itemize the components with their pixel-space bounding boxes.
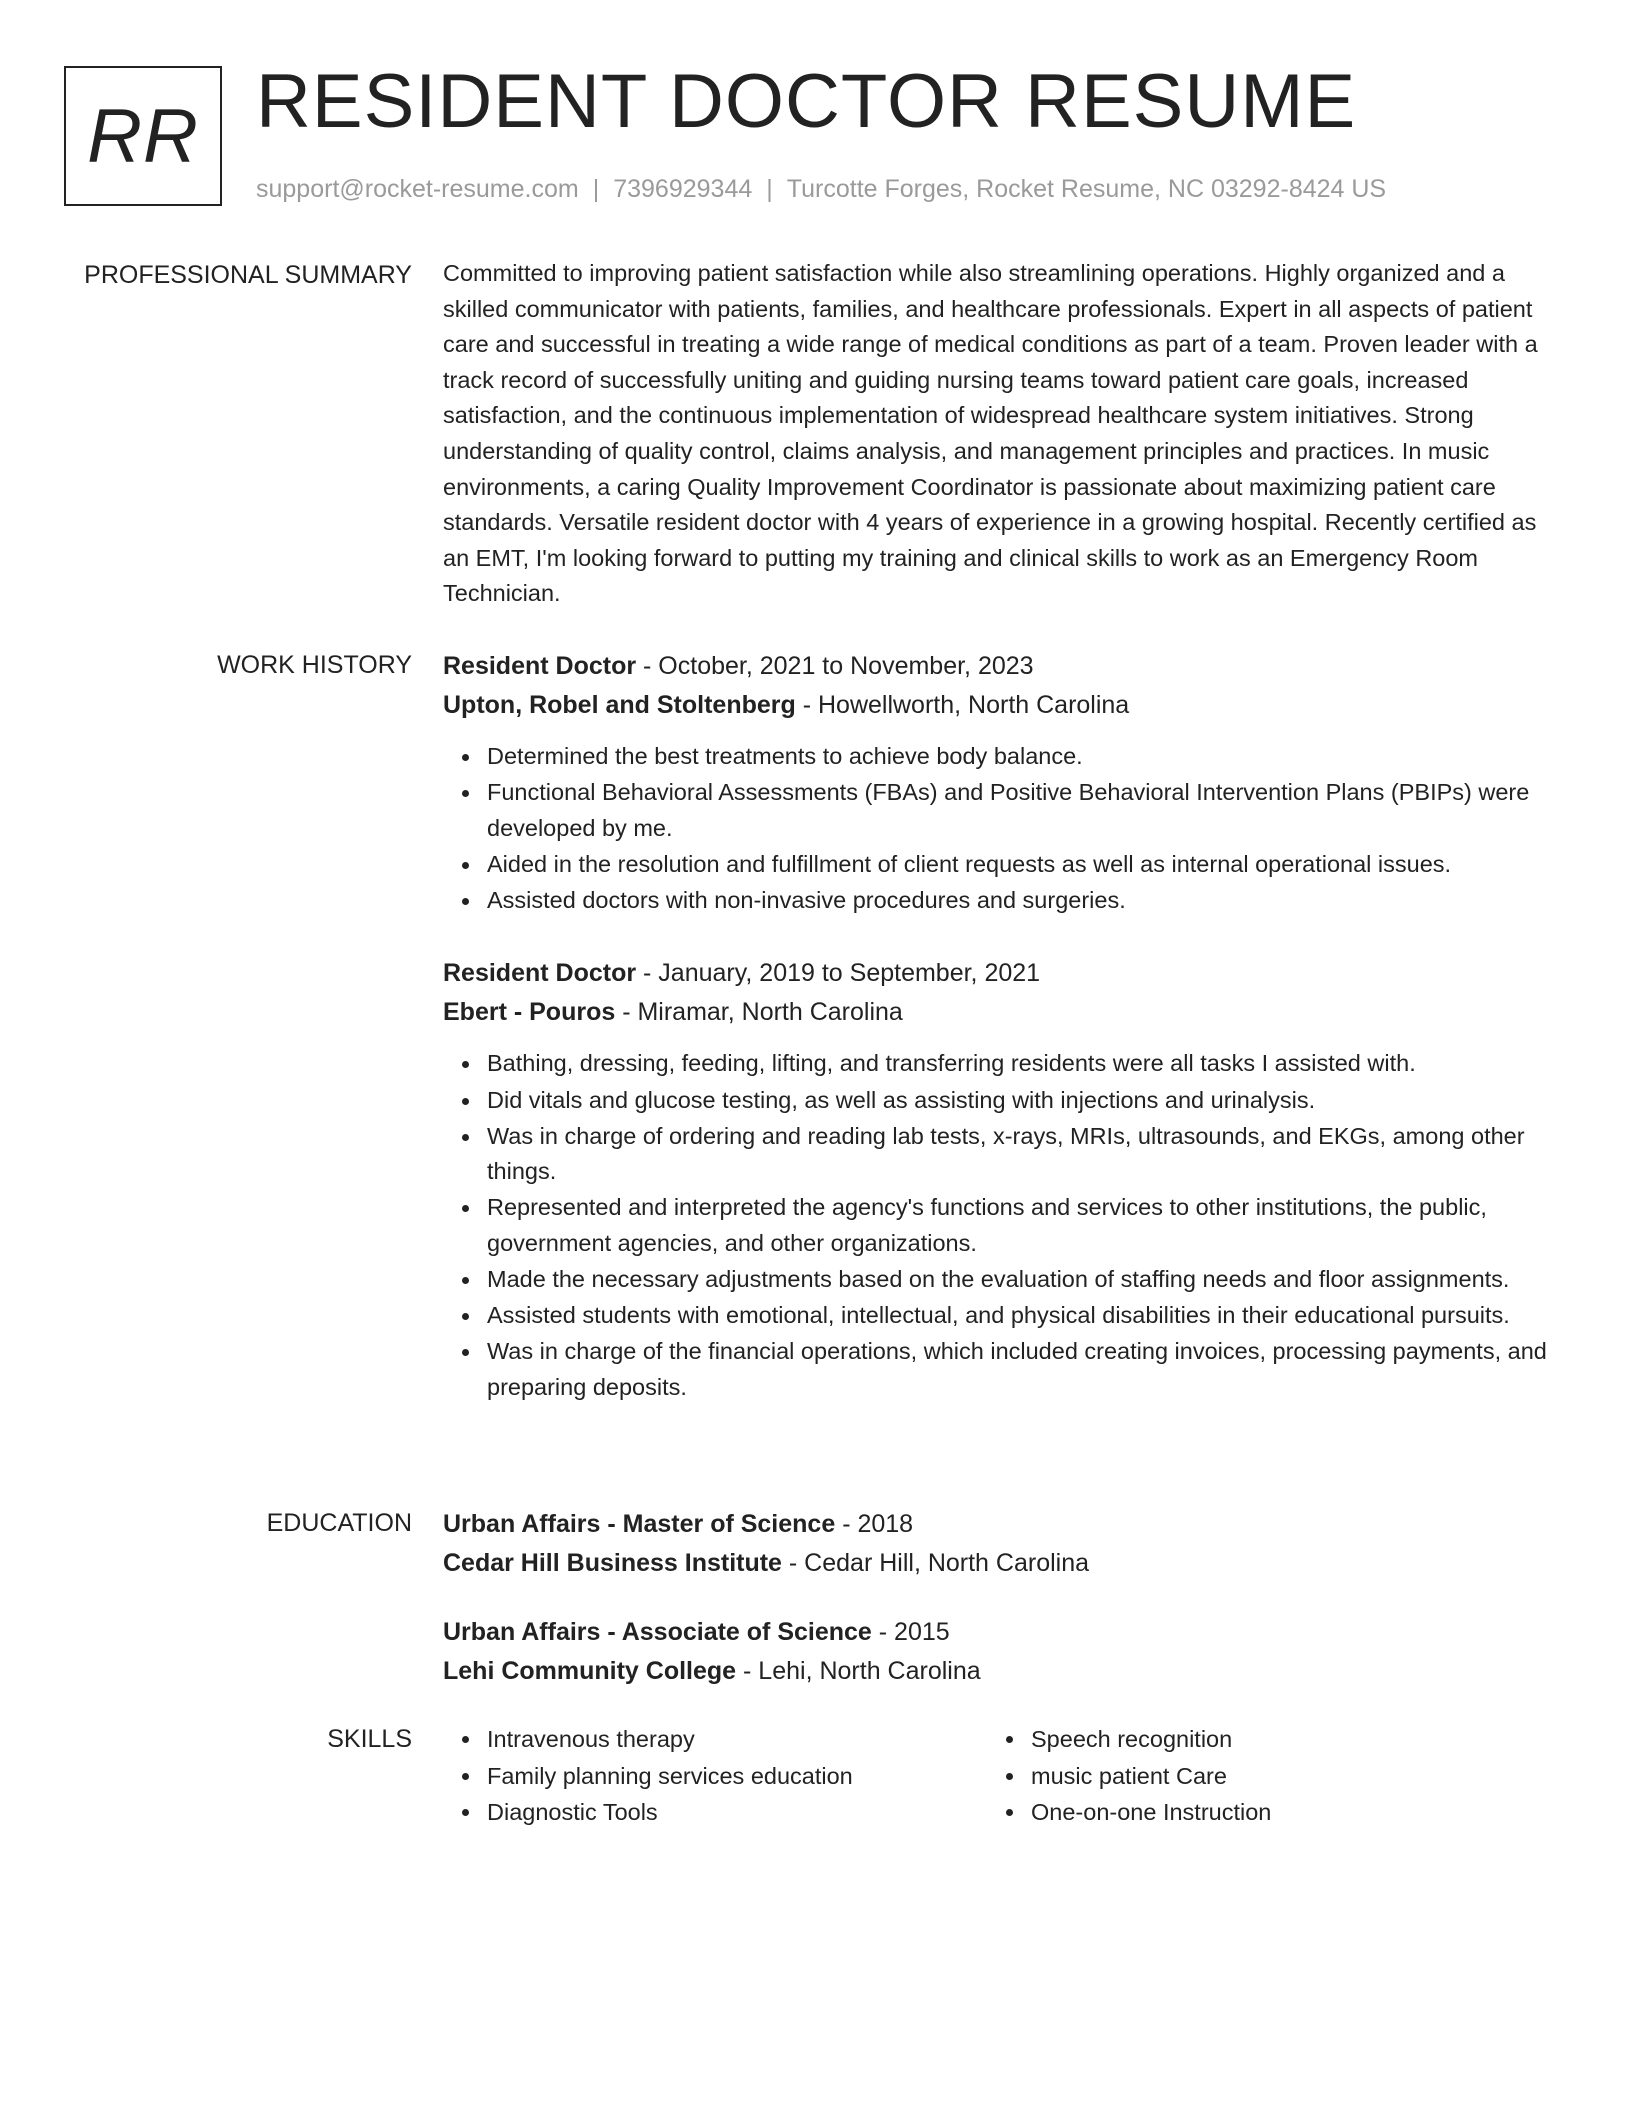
contact-address: Turcotte Forges, Rocket Resume, NC 03292-8424 US bbox=[786, 175, 1387, 203]
job-title-line bbox=[443, 647, 1553, 686]
skill-item: Speech recognition bbox=[1031, 1721, 1487, 1757]
skills-columns bbox=[443, 1721, 1553, 1831]
degree-name: Urban Affairs - Associate of Science bbox=[443, 1618, 872, 1646]
list-item: Assisted students with emotional, intellectual, and physical disabilities in their educational pursuits. bbox=[487, 1298, 1553, 1334]
list-item: Assisted doctors with non-invasive procedures and surgeries. bbox=[487, 883, 1553, 919]
job-company: Upton, Robel and Stoltenberg bbox=[443, 691, 796, 719]
monogram-logo: RR bbox=[64, 66, 222, 206]
list-item: Determined the best treatments to achieve body balance. bbox=[487, 739, 1553, 775]
job-duties-list bbox=[443, 1046, 1553, 1405]
job-title: Resident Doctor bbox=[443, 959, 637, 988]
degree-year: - 2018 bbox=[835, 1510, 914, 1538]
school-location: - Cedar Hill, North Carolina bbox=[781, 1549, 1090, 1577]
list-item: Was in charge of ordering and reading lab tests, x-rays, MRIs, ultrasounds, and EKGs, among other things. bbox=[487, 1119, 1553, 1190]
job-title: Resident Doctor bbox=[443, 652, 637, 680]
contact-email[interactable]: support@rocket-resume.com bbox=[256, 175, 579, 203]
education-entry bbox=[443, 1613, 1553, 1691]
summary-body bbox=[443, 256, 1553, 612]
job-entry bbox=[443, 954, 1553, 1405]
school-location: - Lehi, North Carolina bbox=[736, 1657, 981, 1685]
skills-list-right bbox=[987, 1721, 1487, 1831]
list-item: Did vitals and glucose testing, as well as assisting with injections and urinalysis. bbox=[487, 1083, 1553, 1119]
education-entry bbox=[443, 1505, 1553, 1583]
skill-item: Diagnostic Tools bbox=[487, 1794, 987, 1830]
list-item: Functional Behavioral Assessments (FBAs) and Positive Behavioral Intervention Plans (PBIPs) were developed by me. bbox=[487, 775, 1553, 846]
skills-body bbox=[443, 1721, 1553, 1831]
work-history-body bbox=[443, 647, 1553, 1406]
job-company-line bbox=[443, 686, 1553, 725]
job-entry bbox=[443, 647, 1553, 918]
degree-line bbox=[443, 1505, 1553, 1544]
contact-line bbox=[256, 172, 1386, 206]
job-company: Ebert - Pouros bbox=[443, 998, 616, 1027]
job-company-line bbox=[443, 993, 1553, 1032]
summary-heading: PROFESSIONAL SUMMARY bbox=[84, 261, 412, 289]
education-heading: EDUCATION bbox=[266, 1509, 412, 1537]
contact-separator: | bbox=[766, 175, 773, 203]
degree-name: Urban Affairs - Master of Science bbox=[443, 1510, 836, 1538]
school-line bbox=[443, 1544, 1553, 1583]
skill-item: Family planning services education bbox=[487, 1758, 987, 1794]
job-location: - Howellworth, North Carolina bbox=[795, 691, 1130, 719]
list-item: Made the necessary adjustments based on the evaluation of staffing needs and floor assignments. bbox=[487, 1262, 1553, 1298]
skill-item: music patient Care bbox=[1031, 1758, 1487, 1794]
skills-list-left bbox=[443, 1721, 987, 1831]
degree-year: - 2015 bbox=[871, 1618, 950, 1646]
list-item: Was in charge of the financial operations, which included creating invoices, processing payments, and preparing deposits. bbox=[487, 1334, 1553, 1405]
school-name: Lehi Community College bbox=[443, 1657, 737, 1685]
list-item: Bathing, dressing, feeding, lifting, and transferring residents were all tasks I assisted with. bbox=[487, 1046, 1553, 1082]
list-item: Aided in the resolution and fulfillment of client requests as well as internal operational issues. bbox=[487, 847, 1553, 883]
resume-title: RESIDENT DOCTOR RESUME bbox=[256, 59, 1357, 144]
school-line bbox=[443, 1652, 1553, 1691]
job-title-line bbox=[443, 954, 1553, 993]
summary-text: Committed to improving patient satisfaction while also streamlining operations. Highly organized and a skilled communicator with patients, families, and healthcare professionals. Expert in all aspects of patient care and successful in treating a wide range of medical conditions as part of a team. Proven leader with a track record of successfully uniting and guiding nursing teams toward patient care goals, increased satisfaction, and the continuous implementation of widespread healthcare system initiatives. Strong understanding of quality control, claims analysis, and management principles and practices. In music environments, a caring Quality Improvement Coordinator is passionate about maximizing patient care standards. Versatile resident doctor with 4 years of experience in a growing hospital. Recently certified as an EMT, I'm looking forward to putting my training and clinical skills to work as an Emergency Room Technician. bbox=[443, 260, 1538, 607]
contact-phone[interactable]: 7396929344 bbox=[613, 175, 753, 203]
education-body bbox=[443, 1505, 1553, 1691]
contact-separator: | bbox=[592, 175, 600, 203]
school-name: Cedar Hill Business Institute bbox=[443, 1549, 782, 1577]
job-dates: - January, 2019 to September, 2021 bbox=[636, 959, 1041, 988]
work-history-heading: WORK HISTORY bbox=[217, 651, 412, 679]
list-item: Represented and interpreted the agency's functions and services to other institutions, the public, government agencies, and other organizations. bbox=[487, 1190, 1553, 1261]
job-location: - Miramar, North Carolina bbox=[615, 998, 903, 1027]
skills-heading: SKILLS bbox=[327, 1725, 412, 1753]
skill-item: Intravenous therapy bbox=[487, 1721, 987, 1757]
skill-item: One-on-one Instruction bbox=[1031, 1794, 1487, 1830]
degree-line bbox=[443, 1613, 1553, 1652]
job-duties-list bbox=[443, 739, 1553, 918]
job-dates: - October, 2021 to November, 2023 bbox=[636, 652, 1034, 680]
